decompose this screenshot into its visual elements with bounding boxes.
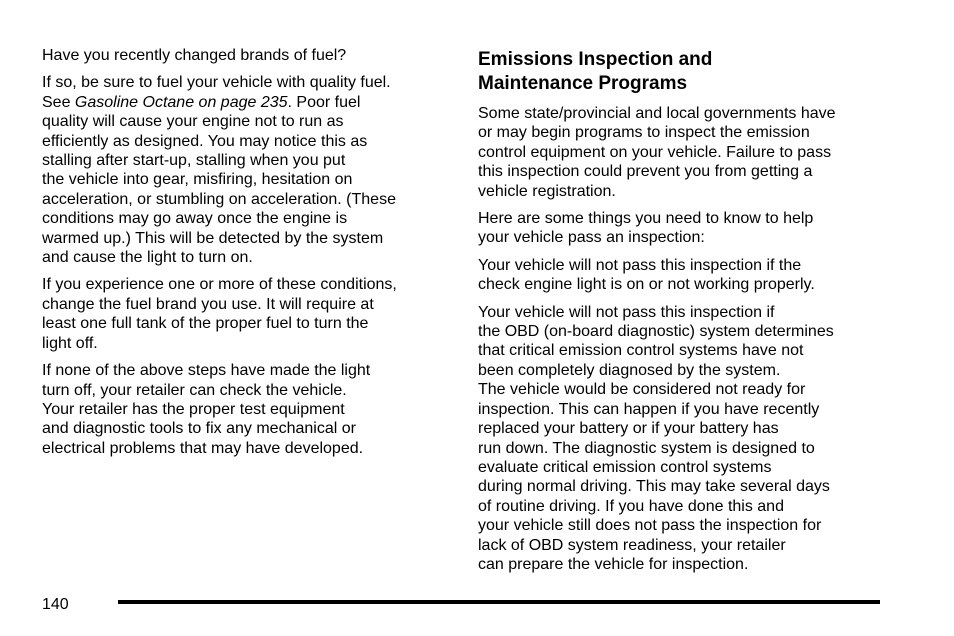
text-line: this inspection could prevent you from getting a [478,163,813,181]
text-line: run down. The diagnostic system is designed to [478,439,815,457]
text-line: efficiently as designed. You may notice this as [42,132,368,150]
paragraph-change-brand [42,275,452,353]
right-column [478,48,888,582]
text-fragment: See [42,93,75,111]
text-line: check engine light is on or not working properly. [478,276,815,294]
text-line: your vehicle still does not pass the inspection for [478,517,822,535]
text-line: the vehicle into gear, misfiring, hesitation on [42,171,353,189]
text-line: lack of OBD system readiness, your retailer [478,536,786,554]
section-heading [478,48,888,95]
text-line: Here are some things you need to know to help [478,210,814,228]
paragraph-things-to-know [478,209,888,248]
text-line: light off. [42,334,98,352]
text-line: that critical emission control systems have not [478,342,804,360]
text-line: can prepare the vehicle for inspection. [478,555,749,573]
text-line: acceleration, or stumbling on acceleration. (These [42,190,396,208]
text-line: If none of the above steps have made the light [42,362,371,380]
text-line: If you experience one or more of these conditions, [42,276,397,294]
paragraph-obd-readiness [478,303,888,575]
paragraph-programs [478,104,888,201]
text-line: Your vehicle will not pass this inspection if the [478,256,802,274]
text-line: been completely diagnosed by the system. [478,361,781,379]
text-line: your vehicle pass an inspection: [478,229,705,247]
paragraph-retailer-check [42,361,452,458]
text-line: stalling after start-up, stalling when you put [42,152,346,170]
text-line: Have you recently changed brands of fuel? [42,47,347,64]
heading-line: Emissions Inspection and [478,49,713,70]
left-column [42,46,452,466]
text-line: warmed up.) This will be detected by the system [42,229,384,247]
text-line: Your vehicle will not pass this inspection if [478,303,775,321]
text-line: evaluate critical emission control systems [478,458,772,476]
heading-line: Maintenance Programs [478,72,688,94]
text-line: quality will cause your engine not to run as [42,113,344,131]
page-number: 140 [42,596,69,613]
text-line: least one full tank of the proper fuel to turn the [42,315,369,333]
paragraph-check-engine [478,256,888,295]
text-line: the OBD (on-board diagnostic) system determines [478,323,834,341]
text-line: during normal driving. This may take several days [478,478,830,496]
text-line: conditions may go away once the engine is [42,210,348,228]
text-fragment: . Poor fuel [287,93,361,111]
text-line: change the fuel brand you use. It will require at [42,295,374,313]
text-line: The vehicle would be considered not ready for [478,381,806,399]
text-line: and diagnostic tools to fix any mechanical or [42,420,356,438]
text-line: electrical problems that may have developed. [42,439,364,457]
text-line: If so, be sure to fuel your vehicle with quality fuel. [42,74,391,92]
text-line: turn off, your retailer can check the vehicle. [42,381,347,399]
text-line-with-reference [42,93,452,112]
paragraph-quality-fuel [42,73,452,267]
text-line: replaced your battery or if your battery has [478,420,779,438]
text-line: of routine driving. If you have done this and [478,497,784,515]
text-line: and cause the light to turn on. [42,249,253,267]
text-line: Some state/provincial and local governments have [478,105,836,122]
text-line: or may begin programs to inspect the emission [478,124,810,142]
text-line: control equipment on your vehicle. Failure to pass [478,143,832,161]
text-line: vehicle registration. [478,182,616,200]
paragraph-fuel-question [42,46,452,65]
page-reference-link[interactable]: Gasoline Octane on page 235 [74,93,288,111]
footer-rule [118,600,880,604]
text-line: inspection. This can happen if you have recently [478,400,820,418]
text-line: Your retailer has the proper test equipment [42,400,345,418]
